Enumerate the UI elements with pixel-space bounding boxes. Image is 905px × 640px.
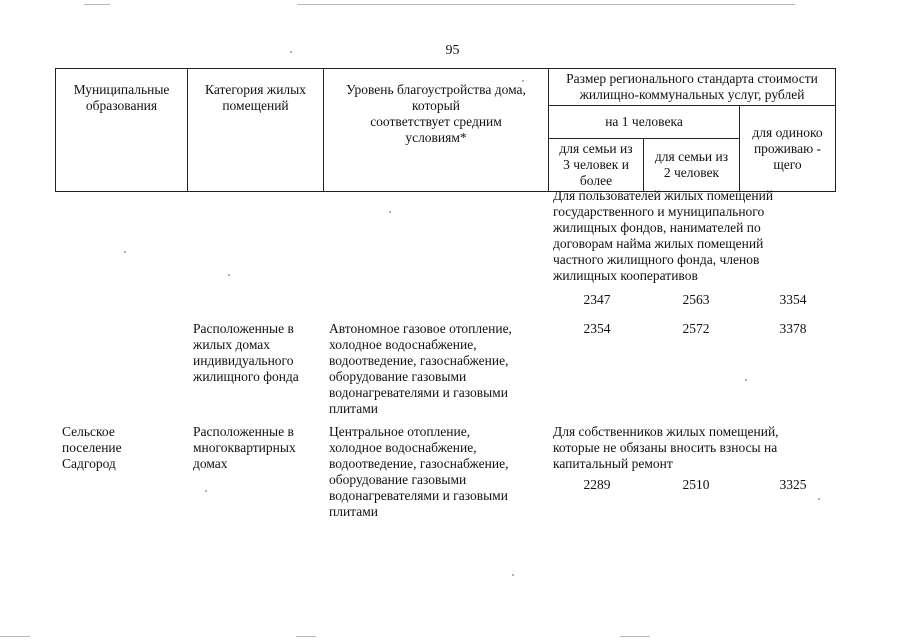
- value-sadgorod-single: 3325: [779, 477, 807, 492]
- scan-line-bottom-left: [0, 636, 30, 637]
- row-individual-category: Расположенные в жилых домах индивидуального жилищного фонда: [193, 321, 299, 384]
- header-per-person: на 1 человека: [549, 106, 740, 139]
- scan-line-top-left: [84, 4, 110, 5]
- header-single: для одиноко проживаю - щего: [740, 106, 836, 192]
- value-sadgorod-family3: 2289: [583, 477, 611, 492]
- value-individual-single: 3378: [779, 321, 807, 336]
- row-sadgorod-category: Расположенные в многоквартирных домах: [193, 424, 296, 471]
- row-sadgorod-municipality: Сельское поселение Садгород: [62, 424, 122, 471]
- table-header: [55, 68, 836, 192]
- value-individual-family3: 2354: [583, 321, 611, 336]
- header-level: Уровень благоустройства дома, который соответствует средним условиям*: [324, 69, 549, 192]
- scan-speck: [228, 274, 230, 276]
- value-tenants-single: 3354: [779, 292, 807, 307]
- row-sadgorod-level: Центральное отопление, холодное водоснабжение, водоотведение, газоснабжение, оборудование газовыми водонагревателями и газовыми плитами: [329, 424, 509, 519]
- header-family2: для семьи из 2 человек: [644, 139, 740, 192]
- header-standard: Размер регионального стандарта стоимости жилищно-коммунальных услуг, рублей: [549, 69, 836, 106]
- scan-line-bottom-right: [620, 636, 650, 637]
- value-tenants-family2: 2563: [682, 292, 710, 307]
- row-individual-level: Автономное газовое отопление, холодное водоснабжение, водоотведение, газоснабжение, оборудование газовыми водонагревателями и газовыми плитами: [329, 321, 512, 416]
- header-municipality: Муниципальные образования: [56, 69, 188, 192]
- scan-line-bottom-mid: [296, 636, 316, 637]
- value-sadgorod-family2: 2510: [682, 477, 710, 492]
- value-individual-family2: 2572: [682, 321, 710, 336]
- scan-speck: [745, 379, 747, 381]
- scan-speck: [205, 490, 207, 492]
- scan-speck: [818, 498, 820, 500]
- row-sadgorod-note: Для собственников жилых помещений, которые не обязаны вносить взносы на капитальный ремонт: [553, 424, 779, 471]
- header-family3: для семьи из 3 человек и более: [549, 139, 644, 192]
- scan-speck: [124, 251, 126, 253]
- note-tenants: Для пользователей жилых помещений государственного и муниципального жилищных фондов, нанимателей по договорам найма жилых помещений частного жилищного фонда, членов жилищных кооперативов: [553, 188, 774, 283]
- header-category: Категория жилых помещений: [188, 69, 324, 192]
- scan-line-top-right: [297, 4, 795, 5]
- scan-speck: [512, 574, 514, 576]
- page-number: 95: [445, 43, 460, 58]
- value-tenants-family3: 2347: [583, 292, 611, 307]
- scan-speck: [389, 211, 391, 213]
